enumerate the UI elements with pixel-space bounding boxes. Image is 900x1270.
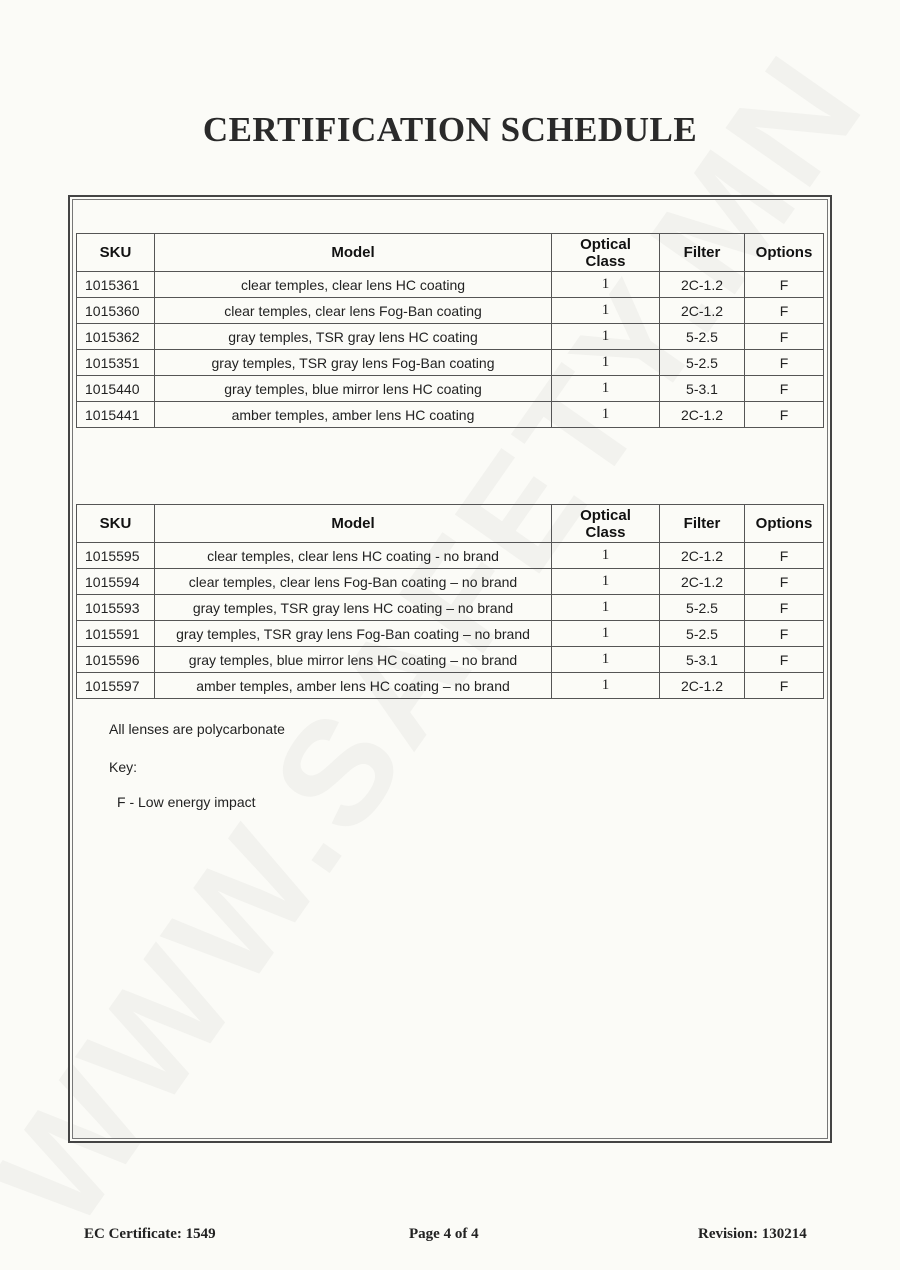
table-row — [77, 402, 824, 428]
filter-cell: 2C-1.2 — [660, 543, 745, 569]
model-cell: gray temples, TSR gray lens Fog-Ban coating — [155, 350, 552, 376]
column-header-model: Model — [155, 234, 552, 272]
model-cell: amber temples, amber lens HC coating – no brand — [155, 673, 552, 699]
sku-cell: 1015361 — [77, 272, 155, 298]
table-row — [77, 673, 824, 699]
options-cell: F — [745, 621, 824, 647]
model-cell: gray temples, TSR gray lens HC coating — [155, 324, 552, 350]
key-label: Key: — [109, 759, 138, 775]
model-cell: clear temples, clear lens Fog-Ban coating – no brand — [155, 569, 552, 595]
options-cell: F — [745, 298, 824, 324]
optical-class-cell: 1 — [552, 621, 660, 647]
model-cell: gray temples, blue mirror lens HC coating — [155, 376, 552, 402]
model-cell: clear temples, clear lens Fog-Ban coating — [155, 298, 552, 324]
options-cell: F — [745, 543, 824, 569]
sku-cell: 1015593 — [77, 595, 155, 621]
optical-class-cell: 1 — [552, 376, 660, 402]
table-row — [77, 621, 824, 647]
column-header-model: Model — [155, 505, 552, 543]
options-cell: F — [745, 595, 824, 621]
options-cell: F — [745, 402, 824, 428]
column-header-options: Options — [745, 505, 824, 543]
model-cell: gray temples, TSR gray lens HC coating – no brand — [155, 595, 552, 621]
column-header-options: Options — [745, 234, 824, 272]
sku-cell: 1015597 — [77, 673, 155, 699]
page-title: CERTIFICATION SCHEDULE — [202, 110, 698, 149]
options-cell: F — [745, 272, 824, 298]
table-row — [77, 376, 824, 402]
model-cell: gray temples, TSR gray lens Fog-Ban coating – no brand — [155, 621, 552, 647]
filter-cell: 2C-1.2 — [660, 569, 745, 595]
column-header-filter: Filter — [660, 234, 745, 272]
certification-table-2 — [76, 504, 824, 699]
model-cell: clear temples, clear lens HC coating — [155, 272, 552, 298]
filter-cell: 2C-1.2 — [660, 272, 745, 298]
lens-material-note: All lenses are polycarbonate — [109, 721, 285, 737]
table-row — [77, 647, 824, 673]
filter-cell: 5-2.5 — [660, 595, 745, 621]
revision: Revision: 130214 — [698, 1226, 807, 1242]
sku-cell: 1015440 — [77, 376, 155, 402]
model-cell: clear temples, clear lens HC coating - no brand — [155, 543, 552, 569]
filter-cell: 5-2.5 — [660, 350, 745, 376]
options-cell: F — [745, 647, 824, 673]
sku-cell: 1015594 — [77, 569, 155, 595]
optical-class-cell: 1 — [552, 350, 660, 376]
filter-cell: 5-3.1 — [660, 647, 745, 673]
filter-cell: 2C-1.2 — [660, 298, 745, 324]
options-cell: F — [745, 673, 824, 699]
options-cell: F — [745, 376, 824, 402]
sku-cell: 1015351 — [77, 350, 155, 376]
options-cell: F — [745, 569, 824, 595]
optical-class-cell: 1 — [552, 272, 660, 298]
filter-cell: 5-2.5 — [660, 621, 745, 647]
filter-cell: 2C-1.2 — [660, 402, 745, 428]
optical-class-cell: 1 — [552, 569, 660, 595]
sku-cell: 1015596 — [77, 647, 155, 673]
key-entry-f: F - Low energy impact — [117, 794, 256, 810]
model-cell: gray temples, blue mirror lens HC coating – no brand — [155, 647, 552, 673]
filter-cell: 5-3.1 — [660, 376, 745, 402]
table-row — [77, 324, 824, 350]
filter-cell: 2C-1.2 — [660, 673, 745, 699]
options-cell: F — [745, 324, 824, 350]
optical-class-cell: 1 — [552, 324, 660, 350]
sku-cell: 1015591 — [77, 621, 155, 647]
page-number: Page 4 of 4 — [409, 1226, 479, 1242]
table-row — [77, 569, 824, 595]
options-cell: F — [745, 350, 824, 376]
optical-class-cell: 1 — [552, 543, 660, 569]
sku-cell: 1015595 — [77, 543, 155, 569]
filter-cell: 5-2.5 — [660, 324, 745, 350]
ec-certificate: EC Certificate: 1549 — [84, 1226, 216, 1242]
sku-cell: 1015441 — [77, 402, 155, 428]
column-header-sku: SKU — [77, 234, 155, 272]
optical-class-cell: 1 — [552, 673, 660, 699]
column-header-optical-class: Optical Class — [552, 234, 660, 272]
table-row — [77, 350, 824, 376]
table-row — [77, 543, 824, 569]
optical-class-cell: 1 — [552, 647, 660, 673]
table-row — [77, 595, 824, 621]
sku-cell: 1015362 — [77, 324, 155, 350]
optical-class-cell: 1 — [552, 402, 660, 428]
sku-cell: 1015360 — [77, 298, 155, 324]
column-header-optical-class: Optical Class — [552, 505, 660, 543]
optical-class-cell: 1 — [552, 595, 660, 621]
table-row — [77, 272, 824, 298]
table-row — [77, 298, 824, 324]
column-header-filter: Filter — [660, 505, 745, 543]
model-cell: amber temples, amber lens HC coating — [155, 402, 552, 428]
certification-table-1 — [76, 233, 824, 428]
optical-class-cell: 1 — [552, 298, 660, 324]
column-header-sku: SKU — [77, 505, 155, 543]
